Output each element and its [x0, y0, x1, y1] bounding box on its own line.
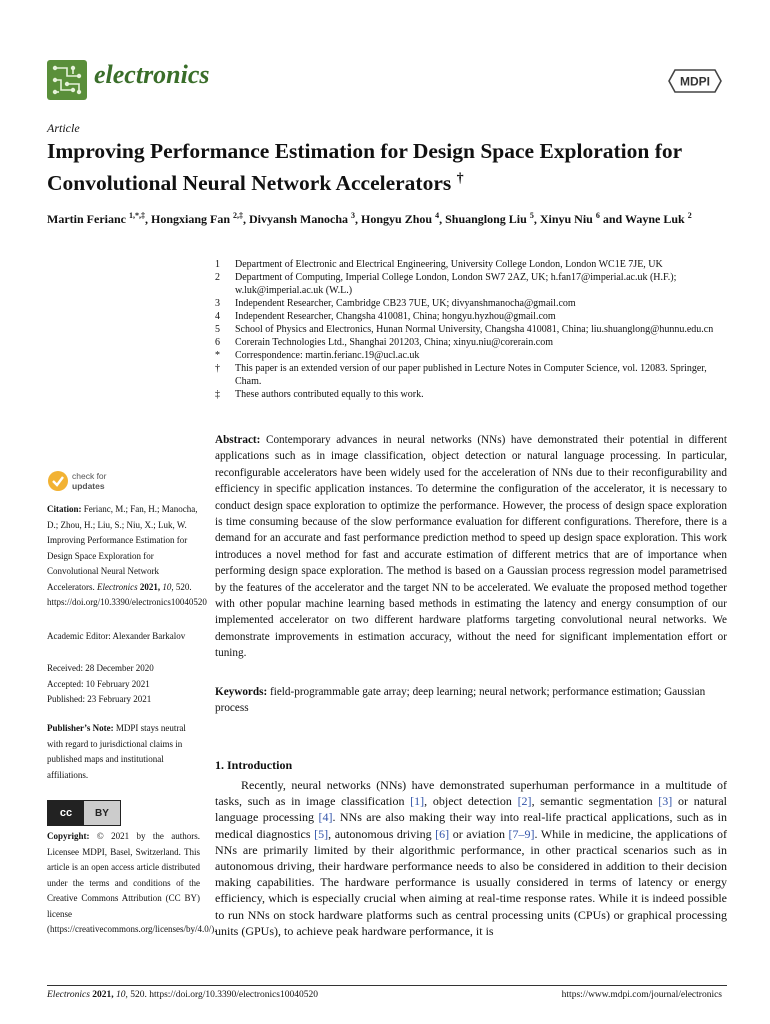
affiliation-item: [215, 388, 730, 401]
author-name[interactable]: Martin Ferianc: [47, 212, 126, 226]
cc-by-license-badge[interactable]: [47, 800, 121, 826]
footer-journal: Electronics: [47, 990, 90, 1000]
authors-joiner: and: [602, 212, 623, 226]
author-name[interactable]: Hongxiang Fan: [150, 212, 231, 226]
cc-icon: [48, 801, 84, 825]
affiliation-item: [215, 310, 730, 323]
mdpi-logo-icon: [667, 68, 723, 94]
intro-text: . NNs are also making their way into real-life practical applications, such as in medical diagnostics: [215, 810, 727, 841]
intro-text: , semantic segmentation: [531, 794, 659, 809]
accepted-date: Accepted: 10 February 2021: [47, 678, 150, 689]
footer-citation: [47, 990, 318, 1000]
intro-text: Recently, neural networks (NNs) have demonstrated superhuman performance in a multitude of tasks, such as in image classification: [215, 778, 727, 809]
citation-label: Citation:: [47, 504, 82, 514]
citation-link[interactable]: [5]: [314, 826, 329, 841]
copyright-label: Copyright:: [47, 831, 90, 841]
citation-link[interactable]: [4]: [318, 810, 333, 825]
journal-name: electronics: [94, 60, 210, 89]
affiliation-text: Corerain Technologies Ltd., Shanghai 201203, China; xinyu.niu@corerain.com: [235, 337, 553, 348]
affiliation-item: [215, 349, 730, 362]
author-affiliation-mark: 3: [351, 211, 356, 220]
affiliation-text: This paper is an extended version of our paper published in Lecture Notes in Computer Science, vol. 12083. Springer, Cham.: [235, 363, 707, 387]
footer-journal-url[interactable]: https://www.mdpi.com/journal/electronics: [561, 990, 722, 1000]
affiliation-text: School of Physics and Electronics, Hunan Normal University, Changsha 410081, China; liu.shuanglong@hunnu.edu.cn: [235, 324, 714, 335]
affiliation-mark: 6: [215, 337, 220, 348]
affiliation-mark: 4: [215, 311, 220, 322]
article-type: Article: [47, 121, 80, 135]
citation-link[interactable]: [7–9]: [508, 826, 535, 841]
citation-volume: 10,: [162, 581, 174, 592]
author-name[interactable]: Xinyu Niu: [539, 212, 593, 226]
footer-year: 2021,: [92, 990, 114, 1000]
paper-title: [47, 138, 727, 197]
publisher-note-label: Publisher’s Note:: [47, 723, 114, 733]
affiliation-text: Department of Computing, Imperial College London, London SW7 2AZ, UK; h.fan17@imperial.ac.uk (H.F.); w.luk@imperial.ac.uk (W.L.): [235, 272, 677, 296]
author-affiliation-mark: 1,*,‡: [128, 211, 145, 220]
affiliation-item: [215, 271, 730, 297]
abstract: [215, 432, 727, 662]
citation-link[interactable]: [3]: [658, 794, 673, 809]
affiliation-item: [215, 258, 730, 271]
citation-year: 2021,: [139, 581, 161, 592]
author-name[interactable]: Hongyu Zhou: [361, 212, 433, 226]
affiliation-mark: *: [215, 350, 220, 361]
check-updates-line2: updates: [72, 481, 105, 491]
cc-text: cc: [59, 807, 73, 819]
author-name[interactable]: Shuanglong Liu: [445, 212, 527, 226]
abstract-label: Abstract:: [215, 434, 261, 446]
author-affiliation-mark: 4: [435, 211, 440, 220]
by-text: BY: [95, 807, 109, 819]
intro-text: . While in medicine, the applications of NNs are primarily limited by their algorithmic performance, in other practical scenarios such as in autonomous driving, their hardware performance needs to also be considered in addition to their decision making capabilities. The hardware performance is usually considered in terms of latency or energy efficiency, which is especially crucial when aiming at real-time response rates. While it is indeed possible to run NNs on stock hardware platforms such as central processing units (CPUs) or graphical processing units (GPUs), to achieve peak hardware performance, it is: [215, 826, 728, 938]
publisher-name: MDPI: [680, 74, 710, 89]
publisher-note-text: MDPI stays neutral with regard to jurisdictional claims in published maps and institutional affiliations.: [47, 723, 186, 780]
citation-pages: 520. https://doi.org/10.3390/electronics10040520: [47, 581, 207, 607]
citation-link[interactable]: [2]: [517, 794, 532, 809]
publisher-note: [47, 721, 200, 783]
keywords: [215, 684, 727, 717]
citation-text: Ferianc, M.; Fan, H.; Manocha, D.; Zhou, H.; Liu, S.; Niu, X.; Luk, W. Improving Performance Estimation for Design Space Exploration for Convolutional Neural Network Accelerators.: [47, 504, 198, 592]
abstract-text: Contemporary advances in neural networks (NNs) have demonstrated their potential in different applications such as in image classification, object detection or natural language processing. In particular, reconfigurable accelerators have been widely used for the acceleration of NNs due to their reconfigurability and efficiency in specific application instances. To determine the configuration of the accelerator, it is necessary to conduct design space exploration to optimize the performance. However, the process of design space exploration is time consuming because of the slow performance evaluation for different configurations. Therefore, there is a demand for an accurate and fast performance prediction method to speed up design space exploration. This work introduces a novel method for fast and accurate estimation of different metrics that are of importance when performing design space exploration. The method is based on a Gaussian process regression model parametrised by the features of the accelerator and the target NN to be accelerated. We evaluate the proposed method together with other popular machine learning based methods in estimating the latency and energy consumption of our implemented accelerator on two different hardware platforms targeting convolutional neural networks. We demonstrate improvements in estimation accuracy, without the need for significant implementation effort or tuning.: [215, 434, 727, 660]
author-affiliation-mark: 6: [595, 211, 600, 220]
affiliation-text: Department of Electronic and Electrical Engineering, University College London, London WC1E 7JE, UK: [235, 259, 663, 270]
affiliation-mark: 3: [215, 298, 220, 309]
copyright-text: © 2021 by the authors. Licensee MDPI, Basel, Switzerland. This article is an open access article distributed under the terms and conditions of the Creative Commons Attribution (CC BY) license (https://creativecommons.org/licenses/by/4.0/).: [47, 831, 217, 934]
affiliations-list: [215, 258, 730, 401]
author-name[interactable]: Wayne Luk: [625, 212, 685, 226]
affiliation-mark: ‡: [215, 389, 220, 400]
by-icon: [84, 801, 120, 825]
affiliation-item: [215, 323, 730, 336]
affiliation-mark: 5: [215, 324, 220, 335]
intro-text: , object detection: [424, 794, 518, 809]
academic-editor: Academic Editor: Alexander Barkalov: [47, 631, 186, 641]
keywords-label: Keywords:: [215, 686, 268, 698]
affiliation-mark: 1: [215, 259, 220, 270]
affiliation-text: These authors contributed equally to this work.: [235, 389, 424, 400]
copyright-block: [47, 829, 217, 938]
author-affiliation-mark: 5: [529, 211, 534, 220]
affiliation-item: [215, 297, 730, 310]
check-for-updates-badge[interactable]: [47, 470, 107, 492]
intro-text: or natural language processing: [215, 794, 728, 825]
affiliation-item: [215, 362, 730, 388]
keywords-text: field-programmable gate array; deep learning; neural network; performance estimation; Gaussian process: [215, 686, 706, 715]
title-mark: †: [456, 171, 464, 186]
introduction-paragraph: [215, 777, 727, 939]
author-affiliation-mark: 2,‡: [233, 211, 244, 220]
affiliation-mark: 2: [215, 272, 220, 283]
intro-text: , autonomous driving: [328, 826, 436, 841]
citation-link[interactable]: [1]: [410, 794, 425, 809]
dates-block: [47, 661, 200, 708]
affiliation-item: [215, 336, 730, 349]
footer-divider: [47, 985, 727, 986]
author-name[interactable]: Divyansh Manocha: [249, 212, 349, 226]
title-text: Improving Performance Estimation for Design Space Exploration for Convolutional Neural Network Accelerators: [47, 139, 682, 196]
footer-volume: 10,: [116, 990, 128, 1000]
author-list: Martin Ferianc $^{1,*,\ddagger}$, Hongxiang Fan $^{2,\ddagger}$, Divyansh Manocha $^3$, Hongyu Zhou $^4$, Shuanglong Liu $^5$, Xinyu Niu $^6$ and Wayne Luk $^2$: [47, 211, 692, 226]
intro-text: or aviation: [449, 826, 509, 841]
affiliation-mark: †: [215, 363, 220, 374]
check-updates-icon: [47, 470, 69, 492]
received-date: Received: 28 December 2020: [47, 663, 154, 673]
citation-link[interactable]: [6]: [435, 826, 450, 841]
affiliation-text: Correspondence: martin.ferianc.19@ucl.ac.uk: [235, 350, 420, 361]
citation-block: [47, 502, 207, 611]
section-heading-introduction: 1. Introduction: [215, 758, 293, 772]
published-date: Published: 23 February 2021: [47, 694, 152, 704]
check-updates-line1: check for: [72, 471, 107, 481]
affiliation-text: Independent Researcher, Changsha 410081, China; hongyu.hyzhou@gmail.com: [235, 311, 556, 322]
circuit-board-icon: [47, 60, 87, 100]
footer-doi[interactable]: 520. https://doi.org/10.3390/electronics10040520: [130, 990, 318, 1000]
author-affiliation-mark: 2: [687, 211, 692, 220]
affiliation-text: Independent Researcher, Cambridge CB23 7UE, UK; divyanshmanocha@gmail.com: [235, 298, 576, 309]
citation-journal: Electronics: [96, 581, 138, 592]
